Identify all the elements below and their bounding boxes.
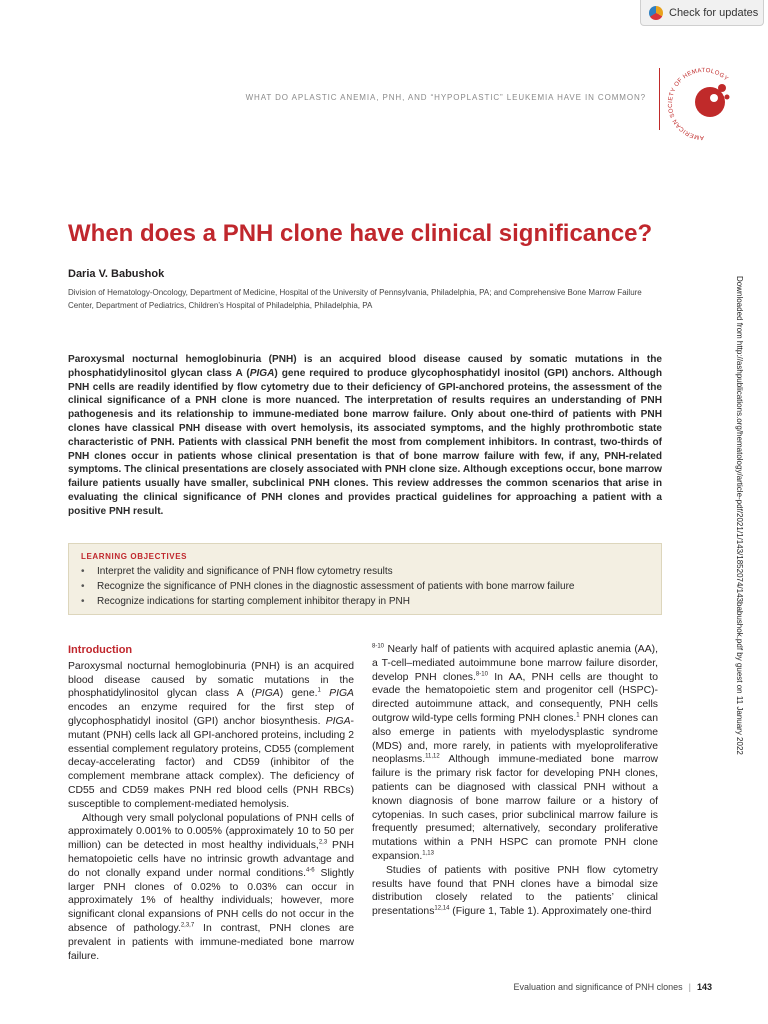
learning-objective-item: • Recognize the significance of PNH clones in the diagnostic assessment of patients with bone marrow failure — [81, 581, 575, 592]
logo-tiny-dot — [725, 95, 730, 100]
page-number: 143 — [696, 982, 712, 992]
learning-objective-item: • Interpret the validity and significance of PNH flow cytometry results — [81, 566, 393, 577]
author-affiliation: Division of Hematology-Oncology, Department of Medicine, Hospital of the University of Pennsylvania, Philadelphia, PA; and Comprehensive Bone Marrow Failure Center, Department of Pediatrics, Children’s Hospital of Philadelphia, Philadelphia, PA — [68, 288, 642, 310]
download-note: Downloaded from http://ashpublications.org/hematology/article-pdf/2021/1/143/1852074/143babushok.pdf by guest on 11 January 2022 — [735, 276, 744, 755]
header-divider — [659, 68, 660, 130]
intro-paragraph-2-continued: $^{8-10}$ Nearly half of patients with acquired aplastic anemia (AA), a T-cell–mediated autoimmune bone marrow failure disorder, develop PNH clones.$^{8-10}$ In AA, PNH cells are thought to evade the hematopoietic stem and progenitor cell (HSPC)-directed autoimmune attack, and consequently, PNH cells outgrow wild-type cells forming PNH clones.$^1$ PNH clones can also emerge in patients with myelodysplastic syndrome (MDS) and, more rarely, in patients with myeloproliferative neoplasms.$^{11,12}$ Although immune-mediated bone marrow failure is the primary risk factor for developing PNH clones, patients can be diagnosed with classical PNH without a known diagnosis of bone marrow failure or a history of cytopenias. In such cases, prior subclinical marrow failure is frequently presumed; alternatively, secondary proliferative mutations within a PNH HSPC can promote PNH clone expansion.$^{1,13}$ — [372, 643, 658, 862]
intro-paragraph-2: Although very small polyclonal populations of PNH cells of approximately 0.001% to 0.005% (approximately 10 to 50 per million) can be detected in most healthy individuals,$^{2,3}$ PNH hematopoietic cells have no intrinsic growth advantage and do not clonally expand under normal conditions.$^{4-6}$ Slightly larger PNH clones of 0.02% to 0.03% can occur in approximately 1% of healthy individuals; however, more significant clonal expansions of PNH cells do not occur in the absence of pathology.$^{2,3,7}$ In contrast, PNH clones are prevalent in patients with immune-mediated bone marrow failure. — [68, 812, 355, 962]
section-heading-introduction: Introduction — [68, 644, 133, 656]
footer-label: Evaluation and significance of PNH clones — [513, 982, 683, 992]
logo-highlight — [710, 94, 718, 102]
learning-objectives-title: LEARNING OBJECTIVES — [81, 552, 188, 561]
article-title: When does a PNH clone have clinical significance? — [68, 220, 653, 247]
footer-separator: | — [688, 982, 691, 992]
bullet-icon: • — [81, 581, 85, 592]
crossmark-icon — [649, 6, 663, 20]
bullet-icon: • — [81, 596, 85, 607]
intro-paragraph-1: Paroxysmal nocturnal hemoglobinuria (PNH) is an acquired blood disease caused by somatic mutations in the phosphatidylinositol glycan class A (PIGA) gene.$^1$ PIGA encodes an enzyme required for the first step of glycophosphatidyl inositol (GPI) anchor biosynthesis. PIGA-mutant (PNH) cells lack all GPI-anchored proteins, including 2 essential complement regulatory proteins, CD55 (complement decay-accelerating factor) and CD59 (inhibitor of the complement membrane attack complex). The deficiency of CD55 and CD59 makes PNH red blood cells (PNH RBCs) susceptible to complement-mediated hemolysis. — [68, 660, 354, 810]
abstract: Paroxysmal nocturnal hemoglobinuria (PNH) is an acquired blood disease caused by somatic mutations in the phosphatidylinositol glycan class A (PIGA) gene required to produce glycophosphatidyl inositol (GPI) anchors. Although PNH cells are readily identified by flow cytometry due to their deficiency of GPI-anchored proteins, the assessment of the clinical significance of a PNH clone is more nuanced. The interpretation of results requires an understanding of PNH pathogenesis and its relationship to immune-mediated bone marrow failure. Only about one-third of patients with PNH clones have classical PNH disease with overt hemolysis, its associated symptoms, and the highly prothrombotic state characteristic of PNH. Patients with classical PNH benefit the most from complement inhibitors. In contrast, two-thirds of PNH clones occur in patients whose clinical presentation is that of bone marrow failure with few, if any, PNH-related symptoms. The clinical presentations are closely associated with PNH clone size. Although exceptions occur, bone marrow failure patients usually have smaller, subclinical PNH clones. This review addresses the common scenarios that arise in evaluating the clinical significance of PNH clones and provides practical guidelines for approaching a patient with a positive PNH result. — [68, 354, 662, 517]
ash-logo — [664, 64, 744, 144]
author-name: Daria V. Babushok — [68, 268, 165, 280]
learning-objectives-box — [68, 543, 662, 615]
body-column-left — [68, 640, 354, 963]
bullet-icon: • — [81, 566, 85, 577]
running-head: WHAT DO APLASTIC ANEMIA, PNH, AND “HYPOPLASTIC” LEUKEMIA HAVE IN COMMON? — [245, 93, 646, 102]
logo-ring-text: AMERICAN SOCIETY OF HEMATOLOGY — [667, 67, 730, 141]
body-column-right — [372, 643, 658, 919]
check-for-updates-badge[interactable] — [640, 0, 764, 26]
learning-objectives-list — [81, 564, 661, 609]
intro-paragraph-3: Studies of patients with positive PNH flow cytometry results have found that PNH clones have a bimodal size distribution closely related to the patients’ clinical presentations$^{12,14}$ (Figure 1, Table 1). Approximately one-third — [372, 864, 658, 918]
check-for-updates-label: Check for updates — [669, 6, 759, 19]
page-footer — [300, 982, 712, 992]
logo-small-dot — [718, 84, 726, 92]
learning-objective-item: • Recognize indications for starting complement inhibitor therapy in PNH — [81, 596, 410, 607]
